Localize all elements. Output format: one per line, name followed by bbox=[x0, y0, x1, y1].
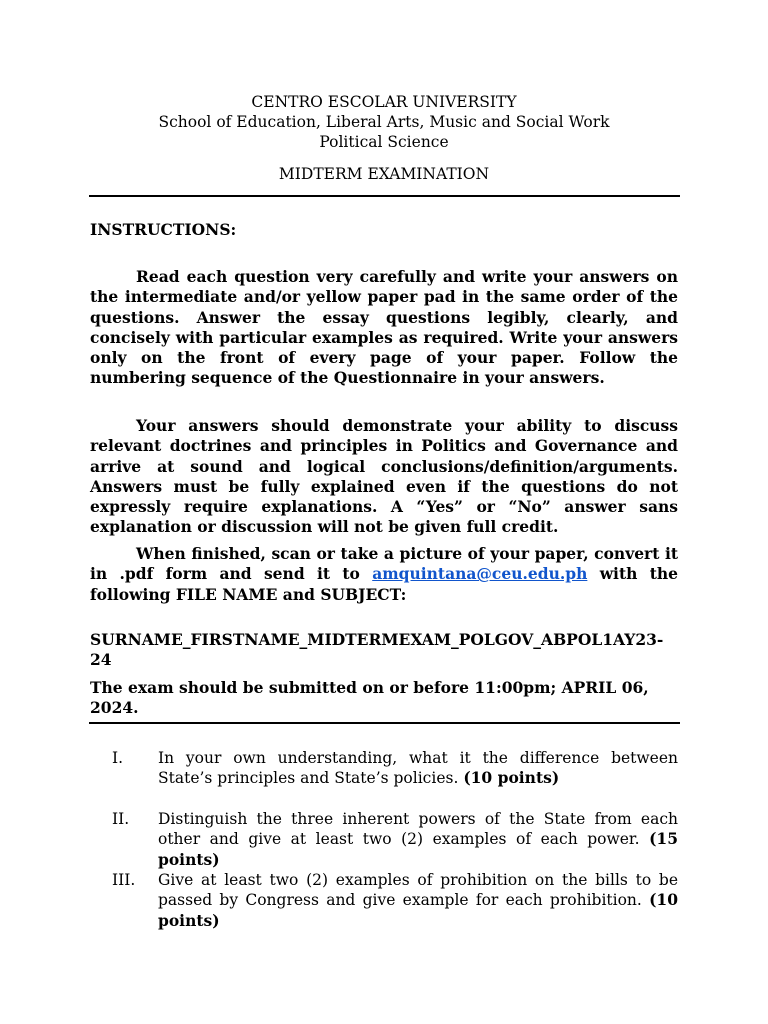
question-body: Give at least two (2) examples of prohibition on the bills to be passed by Congress and give example for each prohibition. bbox=[158, 871, 678, 910]
school-name: School of Education, Liberal Arts, Music and Social Work bbox=[158, 113, 610, 131]
question-item bbox=[112, 870, 678, 931]
university-name: CENTRO ESCOLAR UNIVERSITY bbox=[251, 93, 517, 111]
exam-title: MIDTERM EXAMINATION bbox=[278, 165, 490, 183]
question-body: Distinguish the three inherent powers of the State from each other and give at least two (2) examples of each power. bbox=[158, 810, 678, 849]
question-number: I. bbox=[112, 749, 124, 767]
question-points: (15 points) bbox=[158, 829, 678, 869]
question-body: In your own understanding, what it the difference between State’s principles and State’s policies. bbox=[158, 749, 678, 788]
question-item bbox=[112, 748, 678, 789]
question-item bbox=[112, 809, 678, 870]
submission-text-after: with the following FILE NAME and SUBJECT: bbox=[90, 564, 678, 604]
email-link[interactable]: amquintana@ceu.edu.ph bbox=[372, 564, 588, 584]
instructions-paragraph-2: Your answers should demonstrate your ability to discuss relevant doctrines and principles in Politics and Governance and arrive at sound and logical conclusions/definition/arguments. Answers must be fully explained even if the questions do not expressly require explanations. A “Yes” or “No” answer sans explanation or discussion will not be given full credit. bbox=[90, 416, 678, 537]
question-number: III. bbox=[112, 871, 136, 889]
instructions-heading: INSTRUCTIONS: bbox=[90, 220, 237, 239]
question-text bbox=[158, 809, 678, 870]
question-number: II. bbox=[112, 810, 130, 828]
submission-text-before: When finished, scan or take a picture of your paper, convert it in .pdf form and send it to bbox=[90, 544, 678, 584]
question-points: (10 points) bbox=[158, 890, 678, 930]
instructions-paragraph-3 bbox=[90, 544, 678, 605]
question-text bbox=[158, 870, 678, 931]
question-text bbox=[158, 748, 678, 789]
question-points: (10 points) bbox=[463, 768, 560, 788]
instructions-paragraph-1: Read each question very carefully and write your answers on the intermediate and/or yellow paper pad in the same order of the questions. Answer the essay questions legibly, clearly, and concisely with particular examples as required. Write your answers only on the front of every page of your paper. Follow the numbering sequence of the Questionnaire in your answers. bbox=[90, 267, 678, 388]
program-name: Political Science bbox=[319, 133, 449, 151]
submission-deadline: The exam should be submitted on or before 11:00pm; APRIL 06, 2024. bbox=[90, 678, 649, 718]
questions-divider bbox=[89, 722, 680, 724]
document-header bbox=[0, 92, 768, 184]
required-filename: SURNAME_FIRSTNAME_MIDTERMEXAM_POLGOV_ABPOL1AY23-24 bbox=[90, 630, 664, 670]
header-divider bbox=[89, 195, 680, 197]
